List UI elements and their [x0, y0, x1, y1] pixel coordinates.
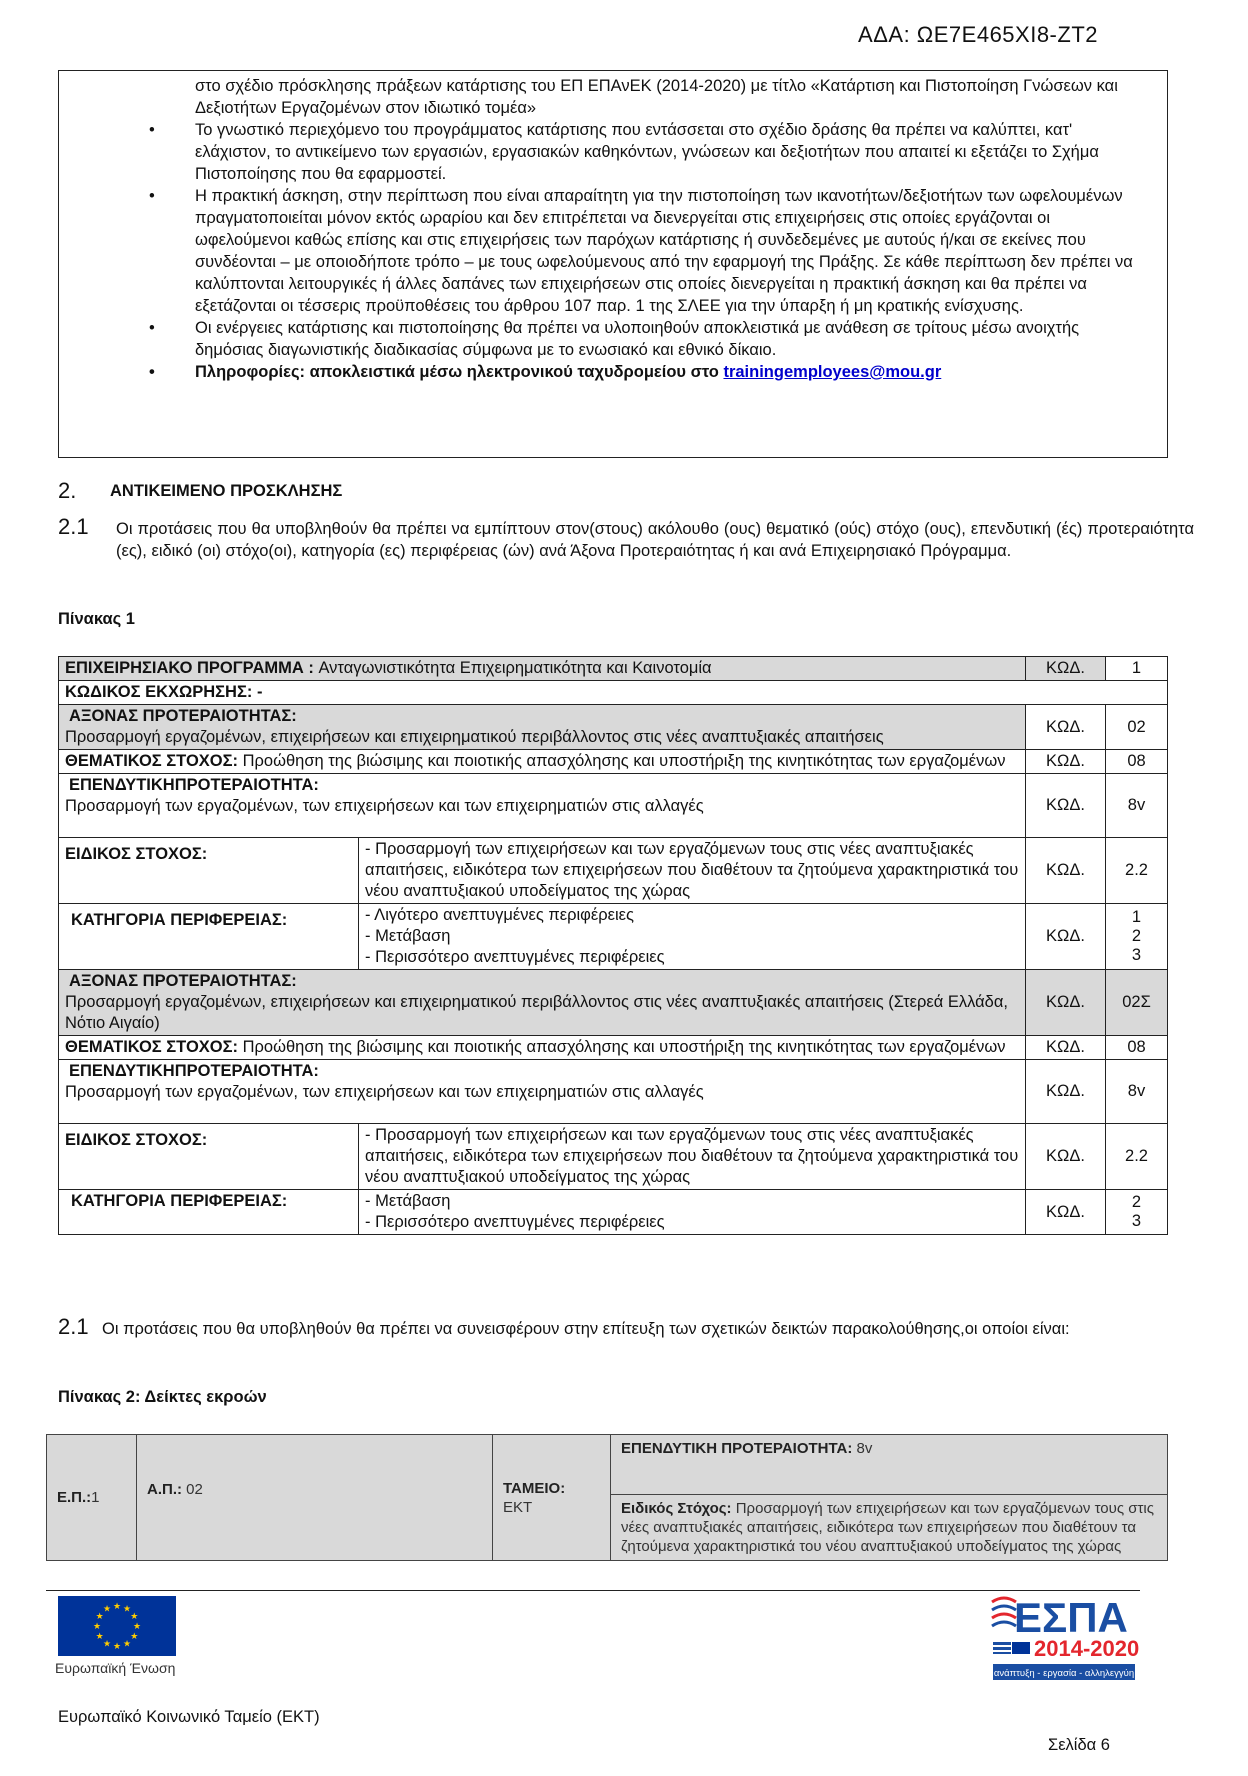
axon-label: ΑΞΟΝΑΣ ΠΡΟΤΕΡΑΙΟΤΗΤΑΣ: [69, 707, 297, 725]
table-2 [46, 1434, 1168, 1561]
eid-label: ΕΙΔΙΚΟΣ ΣΤΟΧΟΣ: [65, 1131, 208, 1149]
t2-ep-value: 1 [91, 1489, 100, 1506]
espa-logo [990, 1590, 1140, 1690]
kat-label: ΚΑΤΗΓΟΡΙΑ ΠΕΡΙΦΕΡΕΙΑΣ: [71, 911, 288, 929]
axon-code: 02Σ [1106, 970, 1168, 1036]
kat-code: 3 [1131, 1212, 1142, 1230]
section-number: 2. [58, 478, 77, 503]
table-row [59, 657, 1168, 681]
box-line1: στο σχέδιο πρόσκλησης πράξεων κατάρτισης του ΕΠ ΕΠΑνΕΚ (2014-2020) με τίτλο «Κατάρτιση και Πιστοποίηση Γνώσεων και Δεξιοτήτων Εργαζομένων στον ιδιωτικό τομέα» [195, 77, 1118, 117]
subsection-number: 2.1 [58, 1314, 89, 1339]
table-row [47, 1435, 1168, 1495]
kod-label: ΚΩΔ. [1026, 657, 1106, 681]
them-label: ΘΕΜΑΤΙΚΟΣ ΣΤΟΧΟΣ: [65, 1038, 243, 1056]
eu-mini-flag-icon [1012, 1642, 1030, 1654]
eid-text: - Προσαρμογή των επιχειρήσεων και των εργαζόμενων τους στις νέες αναπτυξιακές απαιτήσεις, ειδικότερα των επιχειρήσεων που διαθέτουν τα ζητούμενα χαρακτηριστικά του νέου αναπτυξιακού υποδείγματος της χώρας [365, 1126, 1019, 1186]
kat-label: ΚΑΤΗΓΟΡΙΑ ΠΕΡΙΦΕΡΕΙΑΣ: [71, 1192, 288, 1210]
table-row [59, 750, 1168, 774]
espa-logo-svg [990, 1590, 1140, 1690]
table-row [59, 705, 1168, 750]
eu-star-icon: ★ [122, 1603, 132, 1614]
kod-label: ΚΩΔ. [1026, 750, 1106, 774]
eu-star-icon: ★ [130, 1631, 139, 1641]
espa-stripes-icon [992, 1598, 1016, 1626]
espa-title: ΕΣΠΑ [1014, 1594, 1128, 1641]
eid-code: 2.2 [1106, 1124, 1168, 1190]
subsection-2-1-a [58, 514, 1194, 562]
table-1 [58, 656, 1168, 1235]
subsection-text: Οι προτάσεις που θα υποβληθούν θα πρέπει να συνεισφέρουν στην επίτευξη των σχετικών δεικτών παρακολούθησης,οι οποίοι είναι: [102, 1320, 1070, 1338]
t2-eid-value: Προσαρμογή των επιχειρήσεων και των εργαζόμενων τους στις νέες αναπτυξιακές απαιτήσεις, ειδικότερα των επιχειρήσεων που διαθέτουν τα ζητούμενα χαρακτηριστικά του νέου αναπτυξιακού υποδείγματος της χώρας [621, 1500, 1154, 1555]
table-row [59, 970, 1168, 1036]
page-number: Σελίδα 6 [1048, 1736, 1110, 1754]
kod-label: ΚΩΔ. [1026, 774, 1106, 838]
gr-flag-icon [993, 1642, 1011, 1654]
footer-text: Ευρωπαϊκό Κοινωνικό Ταμείο (ΕΚΤ) [58, 1708, 320, 1726]
axon-text: Προσαρμογή εργαζομένων, επιχειρήσεων και επιχειρηματικού περιβάλλοντος στις νέες αναπτυξιακές απαιτήσεις (Στερεά Ελλάδα, Νότιο Αιγαίο) [65, 993, 1008, 1032]
kod-label: ΚΩΔ. [1026, 1036, 1106, 1060]
eid-label: ΕΙΔΙΚΟΣ ΣΤΟΧΟΣ: [65, 845, 208, 863]
table-row [59, 838, 1168, 904]
requirements-box [58, 70, 1168, 458]
ep-label: ΕΠΕΝΔΥΤΙΚΗΠΡΟΤΕΡΑΙΟΤΗΤΑ: [69, 776, 319, 794]
them-text: Προώθηση της βιώσιμης και ποιοτικής απασχόλησης και υποστήριξη της κινητικότητας των εργαζομένων [242, 1038, 1006, 1056]
espa-slogan: ανάπτυξη - εργασία - αλληλεγγύη [993, 1668, 1135, 1679]
axon-code: 02 [1106, 705, 1168, 750]
t2-ap-value: 02 [186, 1481, 203, 1498]
eid-code: 2.2 [1106, 838, 1168, 904]
footer-divider [46, 1590, 1140, 1591]
them-text: Προώθηση της βιώσιμης και ποιοτικής απασχόλησης και υποστήριξη της κινητικότητας των εργαζομένων [242, 752, 1006, 770]
t2-tameio-label: ΤΑΜΕΙΟ: [503, 1479, 566, 1497]
kat-item: - Περισσότερο ανεπτυγμένες περιφέρειες [365, 1213, 665, 1231]
eu-star-icon: ★ [95, 1631, 104, 1641]
kat-code: 1 [1131, 908, 1142, 926]
t2-ap-label: Α.Π.: [147, 1481, 187, 1498]
op-label: ΕΠΙΧΕΙΡΗΣΙΑΚΟ ΠΡΟΓΡΑΜΜΑ : [65, 659, 319, 677]
kod-label: ΚΩΔ. [1026, 904, 1106, 970]
table-row [59, 1036, 1168, 1060]
kod-label: ΚΩΔ. [1026, 1190, 1106, 1235]
eid-text: - Προσαρμογή των επιχειρήσεων και των εργαζόμενων τους στις νέες αναπτυξιακές απαιτήσεις, ειδικότερα των επιχειρήσεων που διαθέτουν τα ζητούμενα χαρακτηριστικά του νέου αναπτυξιακού υποδείγματος της χώρας [365, 840, 1019, 900]
kat-code: 2 [1131, 1193, 1142, 1211]
t2-ep-label: Ε.Π.: [57, 1489, 92, 1506]
table2-caption: Πίνακας 2: Δείκτες εκροών [58, 1388, 267, 1406]
eu-flag-svg [58, 1596, 176, 1656]
eu-star-icon: ★ [112, 1601, 122, 1611]
eu-star-icon: ★ [102, 1603, 112, 1614]
kat-item: - Μετάβαση [365, 1192, 451, 1210]
them-label: ΘΕΜΑΤΙΚΟΣ ΣΤΟΧΟΣ: [65, 752, 243, 770]
kod-label: ΚΩΔ. [1026, 1060, 1106, 1124]
t2-epend-label: ΕΠΕΝΔΥΤΙΚΗ ΠΡΟΤΕΡΑΙΟΤΗΤΑ: [621, 1440, 857, 1457]
kat-item: - Λιγότερο ανεπτυγμένες περιφέρειες [365, 906, 634, 924]
kod-label: ΚΩΔ. [1026, 970, 1106, 1036]
eu-star-icon: ★ [102, 1638, 112, 1649]
section-title: ΑΝΤΙΚΕΙΜΕΝΟ ΠΡΟΣΚΛΗΣΗΣ [110, 482, 343, 500]
table1-caption: Πίνακας 1 [58, 610, 135, 628]
table-row [59, 1190, 1168, 1235]
t2-eid-label: Ειδικός Στόχος: [621, 1500, 736, 1517]
bullet-icon: • [149, 363, 155, 381]
ep-code: 8v [1106, 774, 1168, 838]
axon-text: Προσαρμογή εργαζομένων, επιχειρήσεων και επιχειρηματικού περιβάλλοντος στις νέες αναπτυξιακές απαιτήσεις [65, 728, 884, 746]
ep-text: Προσαρμογή των εργαζομένων, των επιχειρήσεων και των επιχειρηματιών στις αλλαγές [65, 1083, 704, 1101]
eu-label: Ευρωπαϊκή Ένωση [55, 1660, 176, 1676]
ekx-label: ΚΩΔΙΚΟΣ ΕΚΧΩΡΗΣΗΣ: - [65, 683, 263, 701]
kat-code: 3 [1131, 946, 1142, 964]
ep-text: Προσαρμογή των εργαζομένων, των επιχειρήσεων και των επιχειρηματιών στις αλλαγές [65, 797, 704, 815]
section-heading [58, 478, 343, 504]
op-value: Ανταγωνιστικότητα Επιχειρηματικότητα και Καινοτομία [318, 659, 712, 677]
kat-code: 2 [1131, 927, 1142, 945]
them-code: 08 [1106, 750, 1168, 774]
kat-item: - Μετάβαση [365, 927, 451, 945]
eu-star-icon: ★ [130, 1611, 139, 1621]
espa-years: 2014-2020 [1034, 1636, 1140, 1661]
table-row [59, 1060, 1168, 1124]
subsection-text: Οι προτάσεις που θα υποβληθούν θα πρέπει να εμπίπτουν στον(στους) ακόλουθο (ους) θεματικό (ούς) στόχο (ους), επενδυτική (ές) προτεραιότητα (ες), ειδικό (οι) στόχο(οι), κατηγορία (ες) περιφέρειας (ών) ανά Άξονα Προτεραιότητας ή και ανά Επιχειρησιακό Πρόγραμμα. [116, 520, 1194, 560]
subsection-2-1-b [58, 1314, 1194, 1340]
t2-tameio-value: ΕΚΤ [503, 1498, 533, 1516]
table-row [59, 774, 1168, 838]
bullet-icon: • [149, 187, 155, 205]
them-code: 08 [1106, 1036, 1168, 1060]
op-code: 1 [1106, 657, 1168, 681]
bullet-icon: • [149, 121, 155, 139]
eu-star-icon: ★ [112, 1641, 122, 1651]
axon-label: ΑΞΟΝΑΣ ΠΡΟΤΕΡΑΙΟΤΗΤΑΣ: [69, 972, 297, 990]
table-row [59, 681, 1168, 705]
bullet-item: • Η πρακτική άσκηση, στην περίπτωση που είναι απαραίτητη για την πιστοποίηση των ικανοτήτων/δεξιοτήτων των ωφελουμένων πραγματοποιείται μόνον εκτός ωραρίου και δεν επιτρέπεται να διενεργείται στις επιχειρήσεις στις οποίες εργάζονται οι ωφελούμενοι καθώς επίσης και στις επιχειρήσεις των παρόχων κατάρτισης ή συνδεδεμένες με αυτούς ή/και σε εκείνες που συνδέονται – με οποιοδήποτε τρόπο – με τους ωφελούμενους από την εφαρμογή της Πράξης. Σε κάθε περίπτωση δεν πρέπει να καλύπτονται λειτουργικές ή άλλες δαπάνες των επιχειρήσεων στις οποίες διενεργείται η πρακτική άσκηση και θα πρέπει να εξετάζονται οι τέσσερις προϋποθέσεις του άρθρου 107 παρ. 1 της ΣΛΕΕ για την ύπαρξη ή μη κρατικής ενίσχυσης. [149, 187, 1133, 315]
ada-code: ΑΔΑ: ΩΕ7Ε465ΧΙ8-ΖΤ2 [858, 22, 1098, 47]
kod-label: ΚΩΔ. [1026, 1124, 1106, 1190]
eu-star-icon: ★ [92, 1621, 102, 1631]
ep-label: ΕΠΕΝΔΥΤΙΚΗΠΡΟΤΕΡΑΙΟΤΗΤΑ: [69, 1062, 319, 1080]
info-label: Πληροφορίες: αποκλειστικά μέσω ηλεκτρονικού ταχυδρομείου στο [195, 363, 724, 381]
ep-code: 8v [1106, 1060, 1168, 1124]
t2-epend-value: 8v [856, 1440, 873, 1457]
kod-label: ΚΩΔ. [1026, 705, 1106, 750]
eu-star-icon: ★ [95, 1611, 104, 1621]
kat-item: - Περισσότερο ανεπτυγμένες περιφέρειες [365, 948, 665, 966]
eu-flag-icon [58, 1596, 176, 1656]
info-email-link[interactable]: trainingemployees@mou.gr [723, 363, 942, 381]
eu-star-icon: ★ [122, 1638, 132, 1649]
bullet-item: • Οι ενέργειες κατάρτισης και πιστοποίησης θα πρέπει να υλοποιηθούν αποκλειστικά με ανάθεση σε τρίτους μέσω ανοιχτής δημόσιας διαγωνιστικής διαδικασίας σύμφωνα με το ενωσιακό και εθνικό δίκαιο. [149, 319, 1080, 359]
eu-star-icon: ★ [132, 1621, 142, 1631]
kod-label: ΚΩΔ. [1026, 838, 1106, 904]
bullet-item: • Το γνωστικό περιεχόμενο του προγράμματος κατάρτισης που εντάσσεται στο σχέδιο δράσης θα πρέπει να καλύπτει, κατ' ελάχιστον, το αντικείμενο των εργασιών, εργασιακών καθηκόντων, γνώσεων και δεξιοτήτων που απαιτεί κι εξετάζει το Σχήμα Πιστοποίησης που θα εφαρμοστεί. [149, 121, 1099, 183]
bullet-item-info [79, 361, 1147, 383]
bullet-icon: • [149, 319, 155, 337]
table-row [59, 1124, 1168, 1190]
table-row [59, 904, 1168, 970]
subsection-number: 2.1 [58, 514, 89, 539]
